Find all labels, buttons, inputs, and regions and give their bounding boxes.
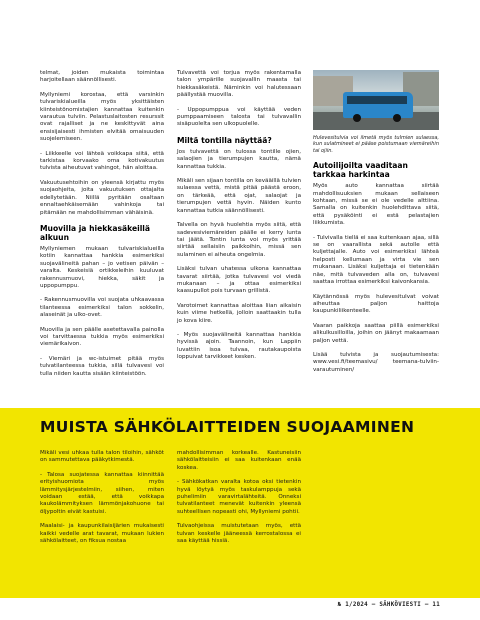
bus-wheel-shape [353, 114, 361, 122]
section-heading-autoilijoilta: Autoilijoilta vaaditaan tarkkaa harkintaa [313, 161, 408, 180]
paragraph: Jos tulvavettä on tulossa tontille ojien, salaojien ja tierumpujen kautta, nämä kannattaa tukkia. [177, 148, 301, 170]
paragraph: Lisäksi tulvan uhatessa ulkona kannattaa tavarat siirtää, jotka tulvavesi voi viedä mukanaan – ja ottaa esimerkiksi kaasupullot pois turvaan grillistä. [177, 266, 301, 295]
paragraph: - Viemäri ja wc-istuimet pitää myös tulvatilanteessa tukkia, sillä tulvavesi voi tulla niiden kautta sisään kiinteistöön. [40, 355, 164, 377]
paragraph: Myös auto kannattaa siirtää mahdollisuuksien mukaan sellaiseen kohtaan, missä se ei ole vedelle alttiina. Samalla on kuitenkin huolehdittava siitä, että pysäköinti ei estä pelastajien liikkumista. [313, 183, 439, 227]
paragraph: telmat, joiden mukaista toimintaa harjoitellaan säännöllisesti. [40, 70, 164, 84]
paragraph: Myllyniemi korostaa, että varsinkin tulvariskialueilla myös yksittäisten kiinteistönomistajien kannattaa kuitenkin varautua tulviin. Pelastuslaitosten resurssit ovat rajalliset ja ne keskittyvät aina ensisijaisesti ihmisten elvitää omaisuuden suojelemiseen. [40, 91, 164, 143]
info-box-column-1 [40, 450, 164, 552]
article-column-1 [40, 70, 164, 385]
paragraph: Mikäli vesi uhkaa tulla talon tiloihin, sähköt on sammutettava pääkytkimestä. [40, 450, 164, 464]
bus-wheel-shape [393, 114, 401, 122]
paragraph: - Myös suojavälineitä kannattaa hankkia hyvissä ajoin. Taannoin, kun Lappiin luvattiin isoa tulvaa, rautakaupoista loppuivat tarvikkeet kesken. [177, 331, 301, 361]
paragraph: - Tulvivalla tiellä ei saa kuitenkaan ajaa, sillä se on vaarallista sekä autolle että kuljettajalle. Auto voi esimerkiksi lähteä helposti kellumaan ja virta vie sen mukanaan. Lisäksi kuljettaja ei tietenkään näe, mitä tulvaveden alla on, tulvavesi saattaa irrottaa esimerkiksi kaivonkansia. [313, 234, 439, 286]
flood-bus-photo [313, 70, 439, 130]
section-heading-tontilla: Miltä tontilla näyttää? [177, 135, 272, 145]
paragraph: Myllyniemen mukaan tulvariskialueilla kotiin kannattaa hankkia esimerkiksi suojavälineitä pahan – jo vetisen päivän – varalta. Keskeisiä ortikkeleihin kuuluvat rakennusmuovi, hiekka, säkit ja uppopumppu. [40, 245, 164, 289]
paragraph: Maalaisi- ja kaupunkilaisijärien mukaisesti kaikki vedelle arat tavarat, mukaan lukien sähkölaitteet, on fiksua nostaa [40, 523, 164, 545]
paragraph: - Talosa suojatessa kannattaa kiinnittää erityishuomiota myös lämmitysjärjestelmiin, siihen, miten voidaan estää, että voikkapa kaukolämmityksen lämmönjakohuone tai öljypoltin eivät kastuisi. [40, 471, 164, 515]
paragraph: mahdollisimman korkealle. Kastuneisiin sähkölaitteisiin ei saa kuitenkaan enää koskea. [177, 450, 301, 471]
paragraph: - Sähkökatkan varalta kotoa oksi tietenkin hyvä löytyä myös taskulamppuja sekä puhelimiin varavirtalähteitä. Onneksi tulvatilanteet menevät kuitenkin yleensä suhteellisen nopeasti ohi, Myllyniemi pohtii. [177, 479, 301, 515]
paragraph: Varotoimet kannattaa aloittaa liian aikaisin kuin viime hetkellä, jolloin saattaakin tulla jo kova kiire. [177, 302, 301, 324]
paragraph: Käytännössä myös hulevesitulvat voivat aiheuttaa paljon haittoja kaupunkiliikenteelle. [313, 293, 439, 315]
page-footer: № 1/2024 – SÄHKÖVIESTI – 11 [337, 602, 440, 608]
section-heading-muovilla: Muovilla ja hiekkasäkeillä alkuun [40, 223, 151, 242]
paragraph: - Rakennusmuovilla voi suojata uhkaavassa tilanteessa esimerkiksi talon sokkelin, alaseinät ja ulko-ovet. [40, 297, 164, 319]
info-box [0, 408, 480, 598]
bus-window-shape [347, 96, 407, 104]
article-column-3 [313, 70, 439, 381]
bus-shape [343, 92, 413, 118]
article-column-2 [177, 70, 301, 369]
paragraph: Lisää tulvista ja suojautumisesta: www.vesi.fi/teemasivu/ teemana-tulviin-varautuminen/ [313, 351, 439, 373]
paragraph: Tulvaohjeissa muistutetaan myös, että tulvan keskelle jääneessä kerrostalossa ei saa käyttää hissiä. [177, 523, 301, 545]
paragraph: Vakuutusehtoihin on yleensä kirjattu myös suojaohjeita, joita vakuutuksen ottajalta edellytetään. Niillä pyritään osaltaan ennaltaehkäisemään vahinkoja tai pitämään ne mahdollisimman vähäisinä. [40, 179, 164, 216]
paragraph: Talvella on hyvä huolehtia myös siitä, että sadevesiviemäreiden päälle ei kerry lunta tai jäätä. Tontin lunta voi myös yrittää siirtää sellaisiin paikkoihin, missä sen sulaminen ei aiheuta ongelmia. [177, 222, 301, 258]
paragraph: Tulvavettä voi torjua myös rakentamalla talon ympärille suojavallin maasta tai hiekkasäkeistä. Näminkin voi halutessaan päällystää muovilla. [177, 70, 301, 99]
info-box-column-2 [177, 450, 301, 552]
paragraph: - Liikkeelle voi lähteä voikkapa siitä, että tarkistaa korvaako oma kotivakuutus tulvista aiheutuvat vahingot, hän aloittaa. [40, 150, 164, 172]
paragraph: Mikäli sen sijaan tontilla on kevääillä tulvien sulaessa vettä, mistä pitää päästä eroon, on tärkeää, että ojat, salaojat ja tierumpujen vettä hyvin. Näiden kunto kannattaa tutkia säännöllisesti. [177, 178, 301, 214]
photo-caption: Hulevesitulvia voi ilmetä myös tulmien sulaessa, kun sulatmineet ei pääse poistumaan viemäreihin tai ojiin. [313, 135, 439, 154]
paragraph: Muovilla ja sen päälle asetettavalla painolla voi tarvittaessa tukkia myös esimerkiksi viemärikaivon. [40, 326, 164, 348]
info-box-title: MUISTA SÄHKÖLAITTEIDEN SUOJAAMINEN [40, 418, 415, 436]
paragraph: - Uppopumppua voi käyttää veden pumppaamiseen talosta tai tulvavallin sisäpuolelta sen ulkopuolelle. [177, 106, 301, 128]
paragraph: Vaaran paikkoja saattaa piillä esimerkiksi alikulkusilloilla, joihin on jäänyt makaamaan paljon vettä. [313, 322, 439, 344]
